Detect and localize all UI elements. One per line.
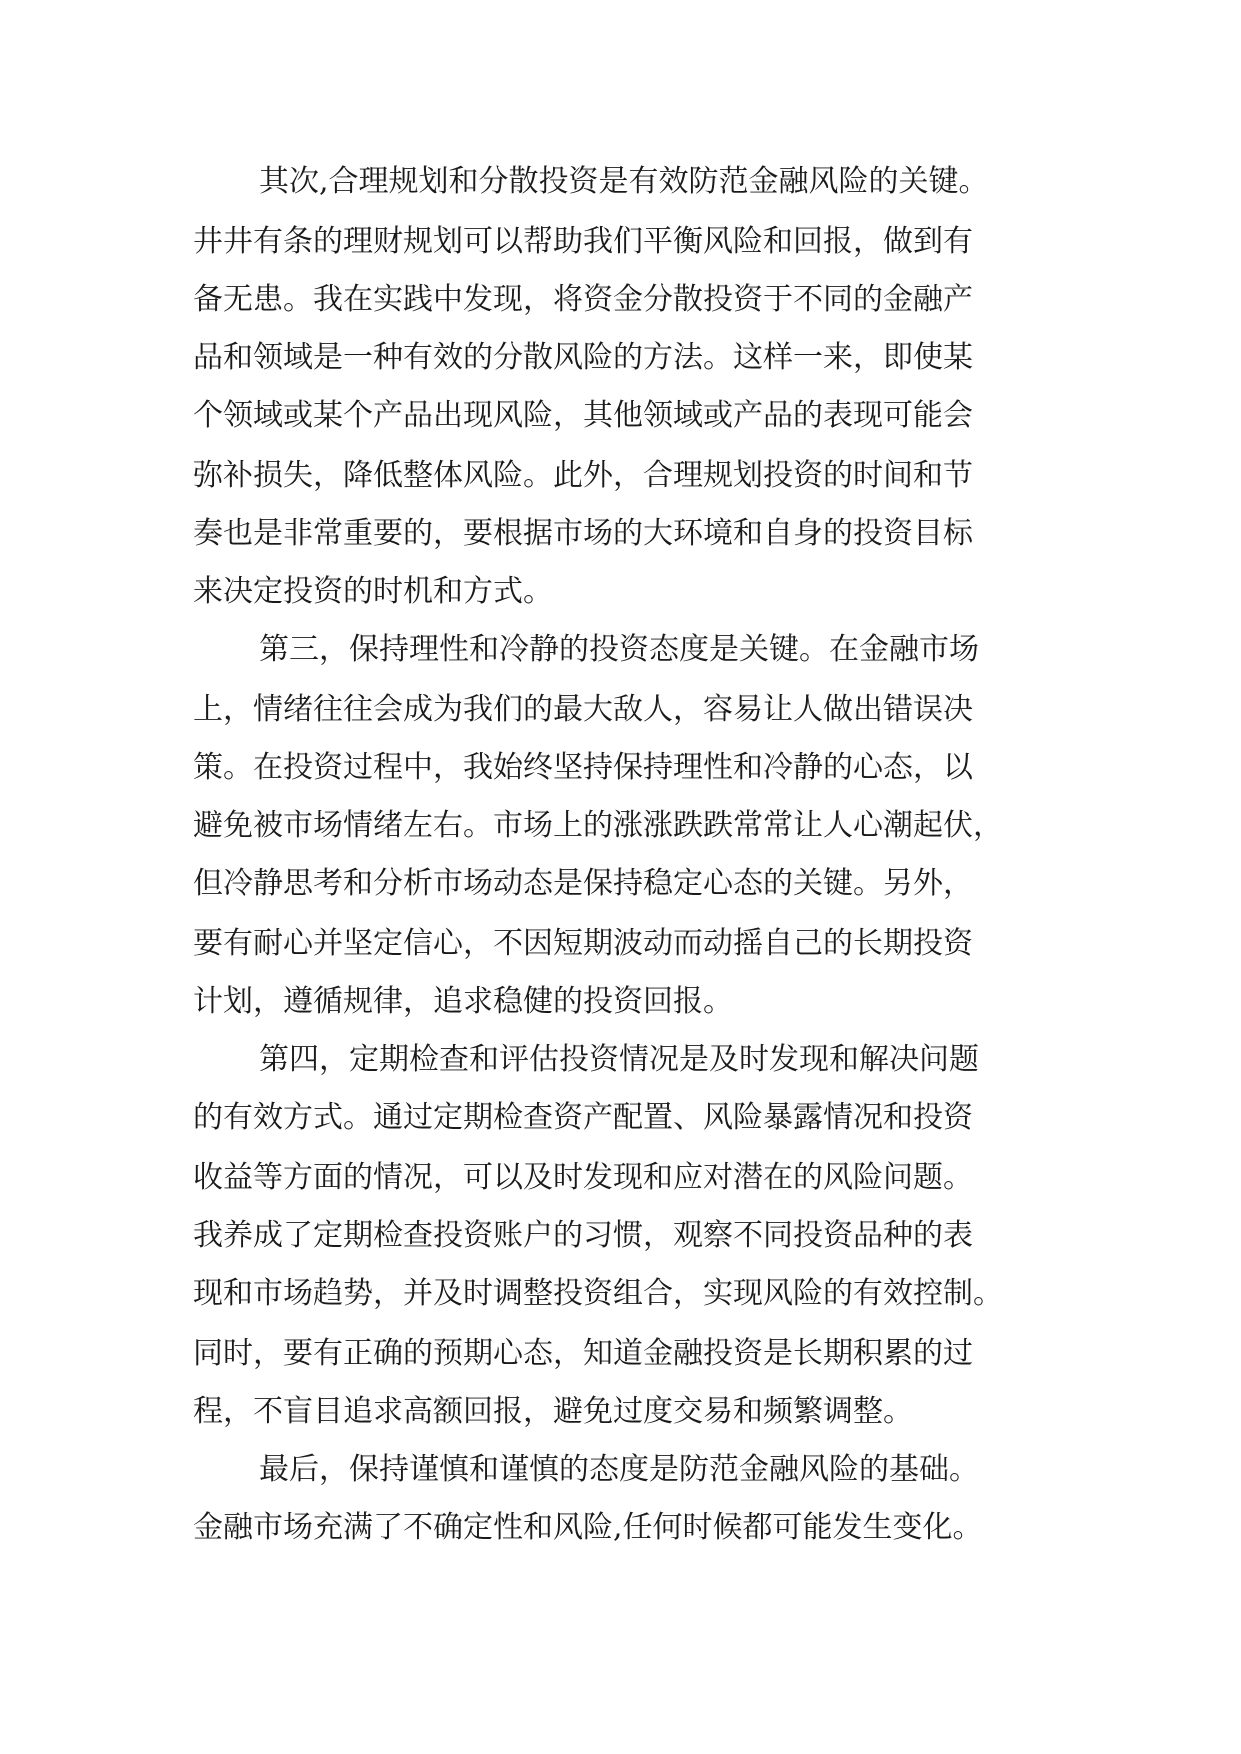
text-line: 计划，遵循规律，追求稳健的投资回报。: [193, 984, 733, 1019]
text-line: 同时，要有正确的预期心态，知道金融投资是长期积累的过: [193, 1336, 973, 1371]
text-line: 现和市场趋势，并及时调整投资组合，实现风险的有效控制。: [193, 1276, 1003, 1311]
text-line: 第四，定期检查和评估投资情况是及时发现和解决问题: [259, 1042, 979, 1077]
text-line: 弥补损失，降低整体风险。此外，合理规划投资的时间和节: [193, 458, 973, 493]
text-line: 策。在投资过程中，我始终坚持保持理性和冷静的心态，以: [193, 750, 973, 785]
text-line: 要有耐心并坚定信心，不因短期波动而动摇自己的长期投资: [193, 926, 973, 961]
text-line: 第三，保持理性和冷静的投资态度是关键。在金融市场: [259, 632, 979, 667]
text-line: 收益等方面的情况，可以及时发现和应对潜在的风险问题。: [193, 1160, 973, 1195]
text-line: 最后，保持谨慎和谨慎的态度是防范金融风险的基础。: [259, 1452, 979, 1487]
text-line: 井井有条的理财规划可以帮助我们平衡风险和回报，做到有: [193, 224, 973, 259]
text-line: 避免被市场情绪左右。市场上的涨涨跌跌常常让人心潮起伏，: [193, 808, 1003, 843]
text-line: 来决定投资的时机和方式。: [193, 574, 553, 609]
text-line: 但冷静思考和分析市场动态是保持稳定心态的关键。另外，: [193, 866, 973, 901]
text-line: 程，不盲目追求高额回报，避免过度交易和频繁调整。: [193, 1394, 913, 1429]
text-line: 品和领域是一种有效的分散风险的方法。这样一来，即使某: [193, 340, 973, 375]
text-line: 上，情绪往往会成为我们的最大敌人，容易让人做出错误决: [193, 692, 973, 727]
text-line: 我养成了定期检查投资账户的习惯，观察不同投资品种的表: [193, 1218, 973, 1253]
text-line: 个领域或某个产品出现风险，其他领域或产品的表现可能会: [193, 398, 973, 433]
text-line: 其次,合理规划和分散投资是有效防范金融风险的关键。: [259, 164, 989, 199]
text-line: 的有效方式。通过定期检查资产配置、风险暴露情况和投资: [193, 1100, 973, 1135]
text-line: 备无患。我在实践中发现，将资金分散投资于不同的金融产: [193, 282, 973, 317]
text-line: 奏也是非常重要的，要根据市场的大环境和自身的投资目标: [193, 516, 973, 551]
text-line: 金融市场充满了不确定性和风险,任何时候都可能发生变化。: [193, 1510, 983, 1545]
